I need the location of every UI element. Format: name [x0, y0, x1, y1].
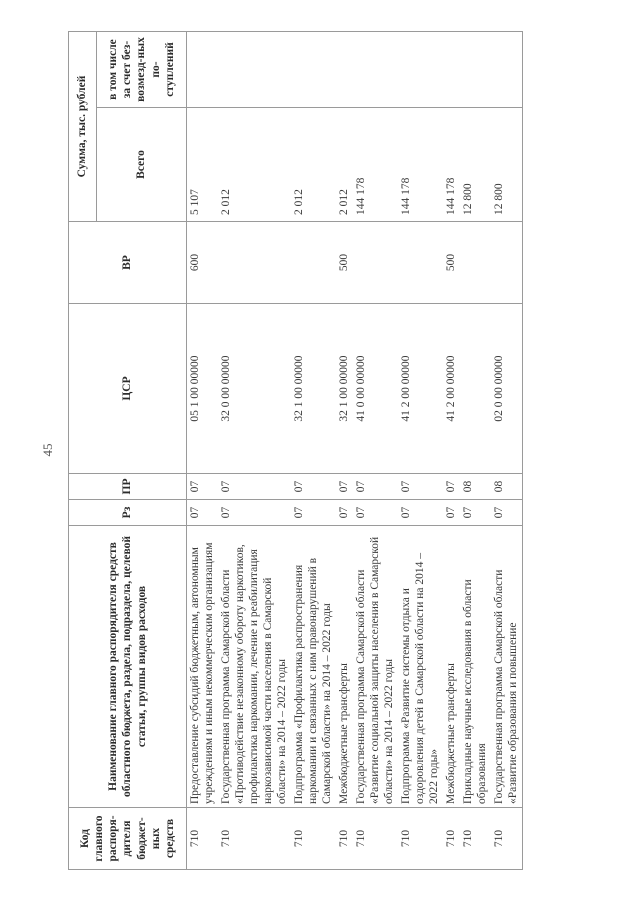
- cell-total: 2 012: [218, 108, 291, 222]
- cell-csr: 05 1 00 00000: [187, 304, 219, 474]
- cell-name: Государственная программа Самарской области «Противодействие незаконному обороту наркотиков, профилактика наркомании, лечение и реабилитация наркозависимой части населения в Самарской области» на 2014 – 2022 годы: [218, 526, 291, 808]
- cell-gratuitous: [218, 32, 291, 108]
- cell-total: 5 107: [187, 108, 219, 222]
- cell-pr: 07: [218, 474, 291, 500]
- cell-csr: [460, 304, 491, 474]
- header-pr: ПР: [69, 474, 187, 500]
- cell-gratuitous: [336, 32, 353, 108]
- table-row: [336, 32, 353, 870]
- budget-table: [68, 31, 523, 870]
- cell-name: Межбюджетные трансферты: [443, 526, 460, 808]
- cell-code: 710: [353, 808, 398, 870]
- cell-rz: 07: [353, 500, 398, 526]
- cell-csr: 32 0 00 00000: [218, 304, 291, 474]
- cell-pr: 08: [491, 474, 523, 500]
- cell-vr: [491, 222, 523, 304]
- cell-code: 710: [491, 808, 523, 870]
- cell-gratuitous: [291, 32, 336, 108]
- cell-name: Подпрограмма «Развитие системы отдыха и оздоровления детей в Самарской области на 2014 – 2022 годы»: [398, 526, 443, 808]
- cell-csr: 41 2 00 00000: [443, 304, 460, 474]
- cell-pr: 07: [398, 474, 443, 500]
- rotated-page: [40, 20, 640, 880]
- table-row: [187, 32, 219, 870]
- cell-rz: 07: [291, 500, 336, 526]
- cell-name: Прикладные научные исследования в области образования: [460, 526, 491, 808]
- cell-vr: [398, 222, 443, 304]
- cell-vr: 600: [187, 222, 219, 304]
- cell-csr: 41 2 00 00000: [398, 304, 443, 474]
- cell-code: 710: [336, 808, 353, 870]
- cell-code: 710: [291, 808, 336, 870]
- header-vr: ВР: [69, 222, 187, 304]
- cell-total: 12 800: [491, 108, 523, 222]
- cell-gratuitous: [398, 32, 443, 108]
- cell-vr: [353, 222, 398, 304]
- cell-rz: 07: [443, 500, 460, 526]
- cell-vr: [460, 222, 491, 304]
- cell-code: 710: [218, 808, 291, 870]
- cell-csr: 32 1 00 00000: [336, 304, 353, 474]
- cell-code: 710: [460, 808, 491, 870]
- cell-vr: 500: [336, 222, 353, 304]
- header-code: Код главного распоря-дителя бюджет-ных средств: [69, 808, 187, 870]
- table-row: [353, 32, 398, 870]
- table-row: [491, 32, 523, 870]
- cell-vr: [291, 222, 336, 304]
- cell-total: 2 012: [291, 108, 336, 222]
- cell-gratuitous: [443, 32, 460, 108]
- cell-name: Государственная программа Самарской области «Развитие образования и повышение: [491, 526, 523, 808]
- header-total: Всего: [97, 108, 187, 222]
- cell-vr: 500: [443, 222, 460, 304]
- cell-csr: 32 1 00 00000: [291, 304, 336, 474]
- cell-total: 144 178: [398, 108, 443, 222]
- cell-total: 12 800: [460, 108, 491, 222]
- cell-rz: 07: [491, 500, 523, 526]
- table-row: [443, 32, 460, 870]
- cell-pr: 07: [187, 474, 219, 500]
- cell-csr: 02 0 00 00000: [491, 304, 523, 474]
- cell-pr: 07: [336, 474, 353, 500]
- cell-gratuitous: [353, 32, 398, 108]
- cell-gratuitous: [460, 32, 491, 108]
- cell-pr: 08: [460, 474, 491, 500]
- cell-rz: 07: [398, 500, 443, 526]
- cell-rz: 07: [187, 500, 219, 526]
- header-csr: ЦСР: [69, 304, 187, 474]
- cell-rz: 07: [336, 500, 353, 526]
- table-row: [460, 32, 491, 870]
- cell-code: 710: [187, 808, 219, 870]
- cell-name: Государственная программа Самарской области «Развитие социальной защиты населения в Самарской области» на 2014 – 2022 годы: [353, 526, 398, 808]
- page-number: 45: [40, 443, 55, 457]
- cell-rz: 07: [218, 500, 291, 526]
- header-rz: Рз: [69, 500, 187, 526]
- table-row: [291, 32, 336, 870]
- cell-vr: [218, 222, 291, 304]
- cell-gratuitous: [187, 32, 219, 108]
- cell-gratuitous: [491, 32, 523, 108]
- cell-pr: 07: [353, 474, 398, 500]
- cell-total: 2 012: [336, 108, 353, 222]
- table-row: [218, 32, 291, 870]
- header-name: Наименование главного распорядителя средств областного бюджета, раздела, подраздела, целевой статьи, группы видов расходов: [69, 526, 187, 808]
- cell-total: 144 178: [353, 108, 398, 222]
- cell-name: Предоставление субсидий бюджетным, автономным учреждениям и иным некоммерческим организациям: [187, 526, 219, 808]
- cell-rz: 07: [460, 500, 491, 526]
- cell-pr: 07: [443, 474, 460, 500]
- cell-code: 710: [443, 808, 460, 870]
- cell-total: 144 178: [443, 108, 460, 222]
- cell-pr: 07: [291, 474, 336, 500]
- header-sum: Сумма, тыс. рублей: [69, 32, 97, 222]
- table-row: [398, 32, 443, 870]
- cell-name: Межбюджетные трансферты: [336, 526, 353, 808]
- cell-code: 710: [398, 808, 443, 870]
- cell-csr: 41 0 00 00000: [353, 304, 398, 474]
- cell-name: Подпрограмма «Профилактика распространения наркомании и связанных с ним правонарушений в Самарской области» на 2014 – 2022 годы: [291, 526, 336, 808]
- header-gratuitous: в том числе за счет без-возмезд-ных по-ступлений: [97, 32, 187, 108]
